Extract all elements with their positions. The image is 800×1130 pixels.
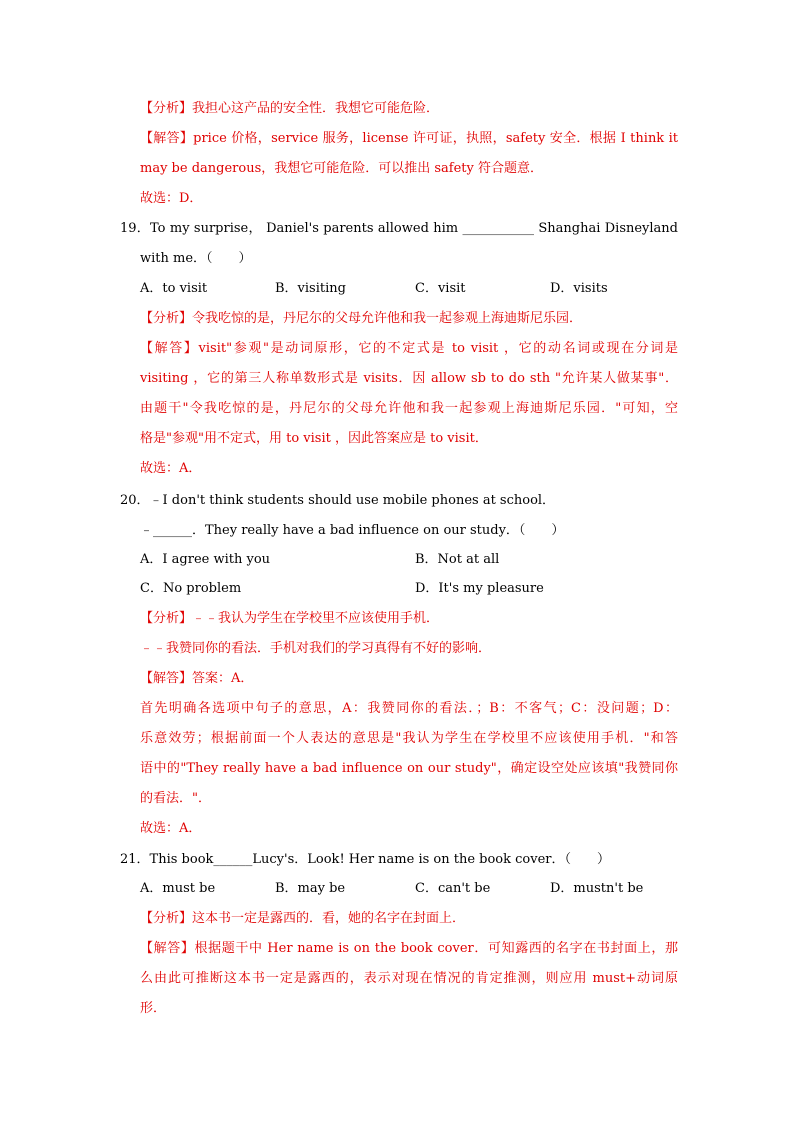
q18-analysis: 【分析】我担心这产品的安全性．我想它可能危险． bbox=[140, 101, 440, 116]
q19-option-d: D．visits bbox=[550, 281, 608, 296]
q20-answer-line-2: 乐意效劳；根据前面一个人表达的意思是"我认为学生在学校里不应该使用手机．"和答 bbox=[140, 731, 678, 746]
q19-answer-line-3: 由题干"令我吃惊的是，丹尼尔的父母允许他和我一起参观上海迪斯尼乐园．"可知，空 bbox=[140, 401, 678, 416]
q19-option-a: A．to visit bbox=[140, 281, 208, 296]
q20-stem-line-2: ﹣______．They really have a bad influence on our study．（ ） bbox=[140, 523, 565, 538]
q19-stem-line-1: 19．To my surprise， Daniel's parents allowed him ___________ Shanghai Disneyland bbox=[120, 221, 678, 236]
q20-answer-line-1: 首先明确各选项中句子的意思，A：我赞同你的看法．；B：不客气；C：没问题；D： bbox=[140, 701, 678, 716]
q18-choice: 故选：D． bbox=[140, 191, 203, 206]
q21-answer-line-1: 【解答】根据题干中 Her name is on the book cover．可知露西的名字在书封面上，那 bbox=[140, 941, 678, 956]
q21-answer-line-2: 么由此可推断这本书一定是露西的，表示对现在情况的肯定推测，则应用 must+动词原 bbox=[140, 971, 678, 986]
q21-option-b: B．may be bbox=[275, 881, 346, 896]
q20-option-d: D．It's my pleasure bbox=[415, 581, 544, 596]
q21-option-a: A．must be bbox=[140, 881, 216, 896]
q20-answer-head: 【解答】答案：A． bbox=[140, 671, 254, 686]
q21-stem: 21．This book______Lucy's．Look! Her name is on the book cover．（ ） bbox=[120, 852, 611, 867]
q18-answer-line-1: 【解答】price 价格，service 服务，license 许可证，执照，safety 安全．根据 I think it bbox=[140, 131, 678, 146]
q20-stem-line-1: 20．﹣I don't think students should use mobile phones at school． bbox=[120, 493, 556, 508]
q20-option-b: B．Not at all bbox=[415, 552, 500, 567]
q19-option-c: C．visit bbox=[415, 281, 466, 296]
q19-answer-line-4: 格是"参观"用不定式，用 to visit ，因此答案应是 to visit． bbox=[140, 431, 488, 446]
q21-option-c: C．can't be bbox=[415, 881, 491, 896]
q18-answer-line-2: may be dangerous，我想它可能危险．可以推出 safety 符合题意． bbox=[140, 161, 544, 176]
q20-option-a: A．I agree with you bbox=[140, 552, 271, 567]
q19-answer-line-1: 【解答】visit"参观"是动词原形，它的不定式是 to visit ，它的动名词或现在分词是 bbox=[140, 341, 678, 356]
q20-answer-line-3: 语中的"They really have a bad influence on our study"，确定设空处应该填"我赞同你 bbox=[140, 761, 678, 776]
q20-option-c: C．No problem bbox=[140, 581, 242, 596]
q21-analysis: 【分析】这本书一定是露西的．看，她的名字在封面上． bbox=[140, 911, 466, 926]
q19-answer-line-2: visiting ，它的第三人称单数形式是 visits．因 allow sb to do sth "允许某人做某事"． bbox=[140, 371, 678, 386]
q21-option-d: D．mustn't be bbox=[550, 881, 644, 896]
q19-analysis: 【分析】令我吃惊的是，丹尼尔的父母允许他和我一起参观上海迪斯尼乐园． bbox=[140, 311, 583, 326]
q19-choice: 故选：A． bbox=[140, 461, 202, 476]
q21-answer-line-3: 形． bbox=[140, 1001, 167, 1016]
q20-analysis-line-2: ﹣﹣我赞同你的看法．手机对我们的学习真得有不好的影响． bbox=[140, 641, 492, 656]
q20-analysis-line-1: 【分析】﹣﹣我认为学生在学校里不应该使用手机． bbox=[140, 611, 440, 626]
q19-option-b: B．visiting bbox=[275, 281, 346, 296]
q19-stem-line-2: with me．（ ） bbox=[140, 251, 252, 266]
q20-answer-line-4: 的看法．"． bbox=[140, 791, 211, 806]
q20-choice: 故选：A． bbox=[140, 821, 202, 836]
